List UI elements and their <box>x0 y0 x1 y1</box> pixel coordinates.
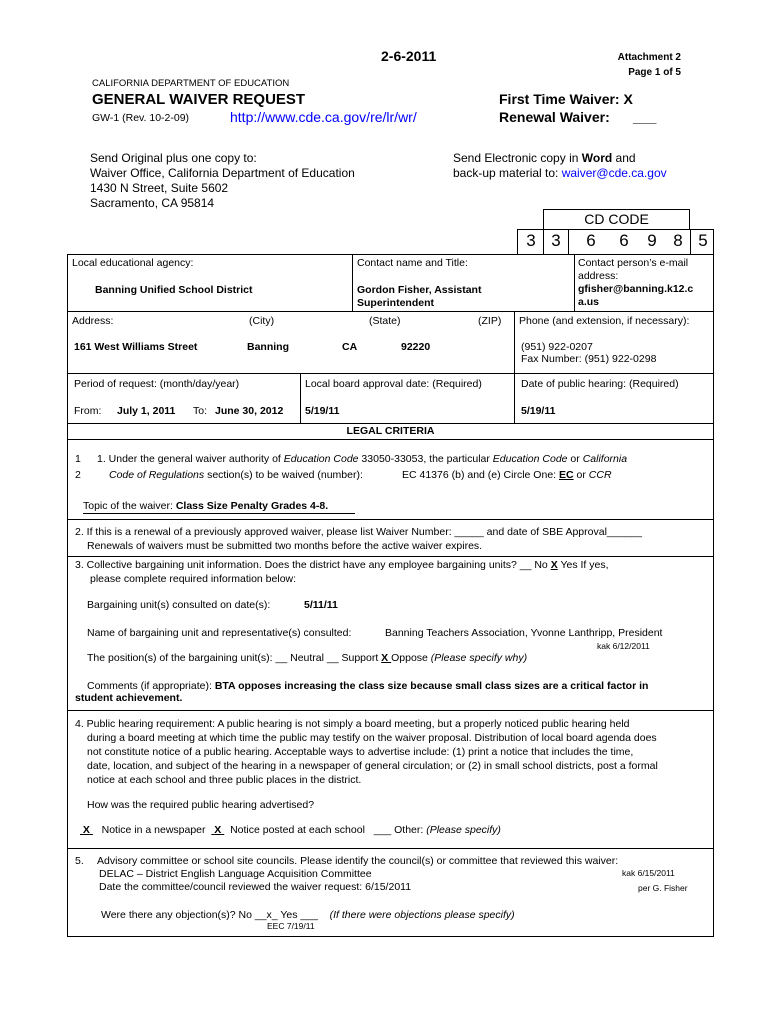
contact-name: Gordon Fisher, Assistant <box>357 284 482 296</box>
bargaining-rep-value: Banning Teachers Association, Yvonne Lanthripp, President <box>385 627 663 639</box>
to-date: June 30, 2012 <box>215 405 284 417</box>
renewal-note: Renewals of waivers must be submitted two months before the active waiver expires. <box>87 540 483 552</box>
public-hearing-line3: not constitute notice of a public hearing. Acceptable ways to advertise include: (1) print a notice that includes the time, <box>87 746 634 758</box>
hearing-advertised-question: How was the required public hearing advertised? <box>87 799 315 811</box>
list-number: 2 <box>75 469 81 481</box>
street-value: 161 West Williams Street <box>74 341 198 353</box>
hearing-advertised-options: X Notice in a newspaper X Notice posted at each school ___ Other: (Please specify) <box>82 824 501 836</box>
page-label: Page 1 of 5 <box>628 67 681 78</box>
email-label-line2: address: <box>578 270 619 282</box>
advisory-committee-name: DELAC – District English Language Acquisition Committee <box>99 868 372 880</box>
from-label: From: <box>74 405 102 417</box>
bargaining-position: The position(s) of the bargaining unit(s): __ Neutral __ Support X Oppose (Please specify why) <box>87 652 528 664</box>
topic-of-waiver: Topic of the waiver: Class Size Penalty Grades 4-8. <box>83 500 329 512</box>
public-hearing-line5: notice at each school and three public places in the district. <box>87 774 362 786</box>
advisory-review-date: Date the committee/council reviewed the waiver request: 6/15/2011 <box>99 881 412 893</box>
send-electronic-line2: back-up material to: waiver@cde.ca.gov <box>453 166 667 180</box>
board-approval-date: 5/19/11 <box>305 405 340 417</box>
renewal-waiver-label: Renewal Waiver: <box>499 109 610 125</box>
to-label: To: <box>193 405 208 417</box>
objections-question: Were there any objection(s)? No __x_ Yes ___ (If there were objections please specify) <box>101 909 515 921</box>
renewal-waiver-line: 2. If this is a renewal of a previously approved waiver, please list Waiver Number: _____ and date of SBE Approval______ <box>75 526 642 538</box>
legal-criteria-heading: LEGAL CRITERIA <box>346 425 435 437</box>
comments-line1: Comments (if appropriate): BTA opposes increasing the class size because small class sizes are a critical factor in <box>87 680 649 692</box>
cd-digit: 3 <box>526 231 536 250</box>
phone-label: Phone (and extension, if necessary): <box>519 315 690 327</box>
from-date: July 1, 2011 <box>117 405 176 417</box>
send-original-line2: Waiver Office, California Department of Education <box>90 166 355 180</box>
waiver-url-link[interactable]: http://www.cde.ca.gov/re/lr/wr/ <box>230 109 417 125</box>
hearing-date: 5/19/11 <box>521 405 556 417</box>
cd-digit: 6 <box>619 231 629 250</box>
zip-value: 92220 <box>401 341 431 353</box>
document-date: 2-6-2011 <box>381 48 437 64</box>
public-hearing-line1: 4. Public hearing requirement: A public hearing is not simply a board meeting, but a properly noticed public hearing held <box>75 718 630 730</box>
bargaining-rep-label: Name of bargaining unit and representative(s) consulted: <box>87 627 352 639</box>
email-label-line1: Contact person’s e-mail <box>578 257 689 269</box>
legal-criteria-line2: Code of Regulations section(s) to be waived (number): <box>109 469 363 481</box>
hearing-date-label: Date of public hearing: (Required) <box>521 378 679 390</box>
code-section-value: EC 41376 (b) and (e) Circle One: EC or CCR <box>402 469 612 481</box>
initials-note: per G. Fisher <box>638 883 688 893</box>
list-number: 1 <box>75 453 81 465</box>
state-label: (State) <box>369 315 401 327</box>
cd-digit: 8 <box>673 231 683 250</box>
public-hearing-line4: date, location, and subject of the hearing in a newspaper of general circulation; or (2) in small school districts, post a formal <box>87 760 658 772</box>
bargaining-question: 3. Collective bargaining unit information. Does the district have any employee bargaining units? __ No X Yes If yes, <box>75 559 609 571</box>
send-original-line4: Sacramento, CA 95814 <box>90 196 215 210</box>
cd-digit: 9 <box>647 231 657 250</box>
period-label: Period of request: (month/day/year) <box>74 378 240 390</box>
state-value: CA <box>342 341 358 353</box>
initials-note: kak 6/12/2011 <box>597 641 650 651</box>
eec-note: EEC 7/19/11 <box>267 921 315 931</box>
address-label: Address: <box>72 315 114 327</box>
legal-criteria-line1: 1. Under the general waiver authority of Education Code 33050-33053, the particular Education Code or California <box>97 453 628 465</box>
city-value: Banning <box>247 341 289 353</box>
contact-label: Contact name and Title: <box>357 257 468 269</box>
lea-value: Banning Unified School District <box>95 284 253 296</box>
fax-value: Fax Number: (951) 922-0298 <box>521 353 657 365</box>
send-electronic-line1: Send Electronic copy in Word and <box>453 151 636 165</box>
bargaining-consulted-label: Bargaining unit(s) consulted on date(s): <box>87 599 271 611</box>
contact-title: Superintendent <box>357 297 435 309</box>
first-time-waiver: First Time Waiver: X <box>499 91 633 107</box>
zip-label: (ZIP) <box>478 315 502 327</box>
cd-digit: 3 <box>551 231 561 250</box>
bargaining-instructions: please complete required information below: <box>90 573 297 585</box>
form-title: GENERAL WAIVER REQUEST <box>92 91 306 108</box>
contact-email-line1: gfisher@banning.k12.c <box>578 283 694 295</box>
bargaining-consulted-date: 5/11/11 <box>304 599 338 611</box>
lea-label: Local educational agency: <box>72 257 194 269</box>
board-approval-label: Local board approval date: (Required) <box>305 378 482 390</box>
cd-digit: 5 <box>698 231 708 250</box>
cde-email-link[interactable]: waiver@cde.ca.gov <box>561 166 667 180</box>
send-original-line3: 1430 N Street, Suite 5602 <box>90 181 229 195</box>
city-label: (City) <box>249 315 275 327</box>
attachment-label: Attachment 2 <box>617 52 681 63</box>
phone-value: (951) 922-0207 <box>521 341 593 353</box>
advisory-line1: Advisory committee or school site councils. Please identify the council(s) or committee that reviewed this waiver: <box>97 855 619 867</box>
contact-email-line2: a.us <box>578 296 600 308</box>
comments-line2: student achievement. <box>75 692 183 704</box>
send-original-line1: Send Original plus one copy to: <box>90 151 257 165</box>
renewal-waiver-blank: ___ <box>633 109 657 125</box>
cd-code-label: CD CODE <box>584 211 649 227</box>
department-name: CALIFORNIA DEPARTMENT OF EDUCATION <box>92 78 290 89</box>
initials-note: kak 6/15/2011 <box>622 868 675 878</box>
form-number: GW-1 (Rev. 10-2-09) <box>92 112 190 124</box>
cd-digit: 6 <box>586 231 596 250</box>
advisory-number: 5. <box>75 855 84 867</box>
public-hearing-line2: during a board meeting at which time the public may testify on the waiver proposal. Distribution of local board agenda does <box>87 732 657 744</box>
